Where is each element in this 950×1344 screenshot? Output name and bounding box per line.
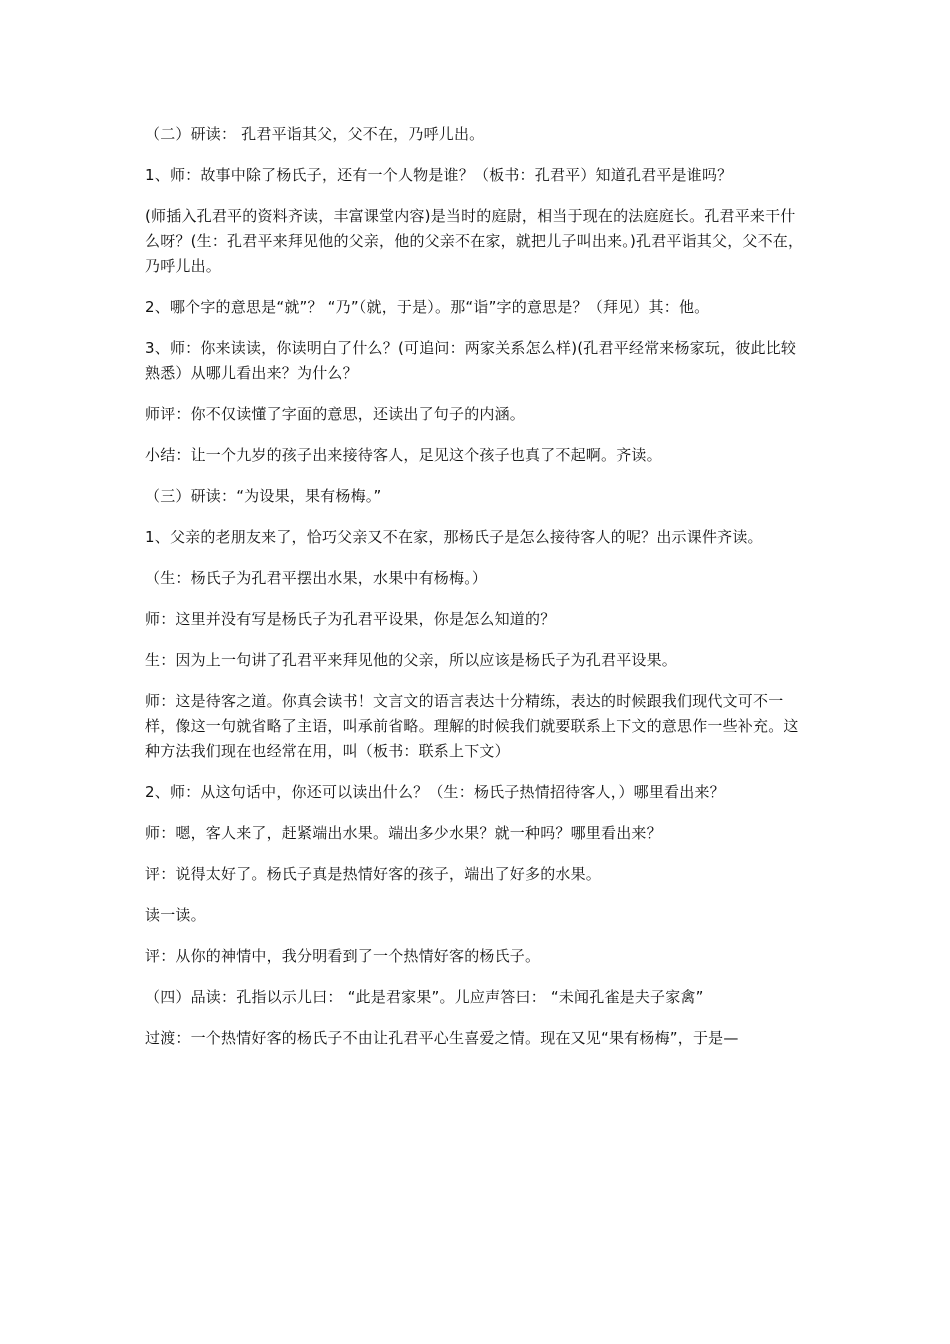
paragraph: 2、哪个字的意思是“就”？ “乃”（就，于是）。那“诣”字的意思是？（拜见）其：他。 — [145, 298, 710, 316]
paragraph: 师：这是待客之道。你真会读书！文言文的语言表达十分精练，表达的时候跟我们现代文可不一样，像这一句就省略了主语，叫承前省略。理解的时候我们就要联系上下文的意思作一些补充。这种方法我们现在也经常在用，叫（板书：联系上下文） — [145, 692, 799, 760]
paragraph: 1、父亲的老朋友来了，恰巧父亲又不在家，那杨氏子是怎么接待客人的呢？出示课件齐读。 — [145, 528, 763, 546]
paragraph: 师：这里并没有写是杨氏子为孔君平设果，你是怎么知道的？ — [145, 610, 556, 628]
section-heading-2: （二）研读： 孔君平诣其父，父不在，乃呼儿出。 — [145, 125, 485, 143]
paragraph: 师：嗯，客人来了，赶紧端出水果。端出多少水果？就一种吗？哪里看出来？ — [145, 824, 662, 842]
paragraph: 评：从你的神情中，我分明看到了一个热情好客的杨氏子。 — [145, 947, 541, 965]
paragraph: 2、师：从这句话中，你还可以读出什么？（生：杨氏子热情招待客人，）哪里看出来？ — [145, 783, 725, 801]
paragraph: （生：杨氏子为孔君平摆出水果，水果中有杨梅。） — [145, 569, 488, 587]
document-body — [145, 122, 810, 1067]
paragraph: 3、师：你来读读，你读明白了什么？(可追问：两家关系怎么样)(孔君平经常来杨家玩，彼此比较熟悉）从哪儿看出来？为什么？ — [145, 339, 797, 382]
section-heading-3: （三）研读：“为设果，果有杨梅。” — [145, 487, 382, 505]
paragraph: 生：因为上一句讲了孔君平来拜见他的父亲，所以应该是杨氏子为孔君平设果。 — [145, 651, 678, 669]
paragraph: 过渡：一个热情好客的杨氏子不由让孔君平心生喜爱之情。现在又见“果有杨梅”，于是— — [145, 1029, 739, 1047]
paragraph: 评：说得太好了。杨氏子真是热情好客的孩子，端出了好多的水果。 — [145, 865, 602, 883]
paragraph: 小结：让一个九岁的孩子出来接待客人，足见这个孩子也真了不起啊。齐读。 — [145, 446, 662, 464]
paragraph: 师评：你不仅读懂了字面的意思，还读出了句子的内涵。 — [145, 405, 526, 423]
paragraph: 1、师：故事中除了杨氏子，还有一个人物是谁？（板书：孔君平）知道孔君平是谁吗？ — [145, 166, 733, 184]
section-heading-4: （四）品读：孔指以示儿曰： “此是君家果”。儿应声答曰： “未闻孔雀是夫子家禽” — [145, 988, 704, 1006]
paragraph: 读一读。 — [145, 906, 206, 924]
paragraph: (师插入孔君平的资料齐读，丰富课堂内容)是当时的庭尉，相当于现在的法庭庭长。孔君平来干什么呀？(生：孔君平来拜见他的父亲，他的父亲不在家，就把儿子叫出来。)孔君平诣其父，父不在，乃呼儿出。 — [145, 207, 804, 275]
